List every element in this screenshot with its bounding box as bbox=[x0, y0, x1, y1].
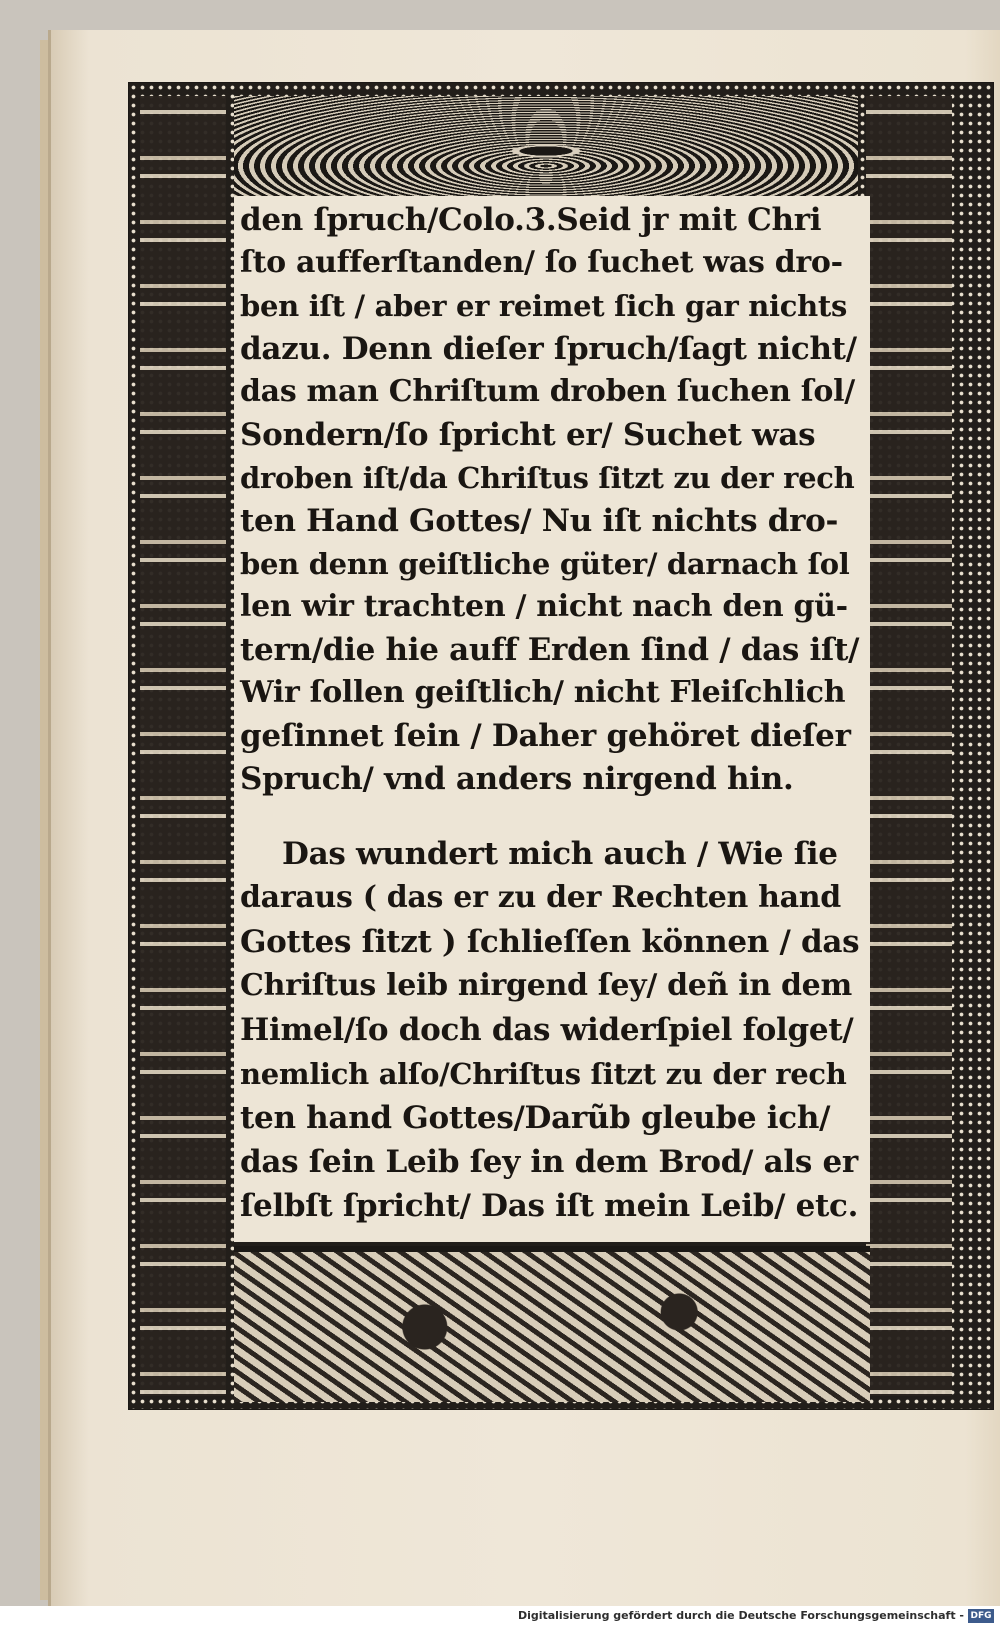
text-line: ben denn geiſtliche güter/ darnach ſol bbox=[240, 547, 850, 581]
text-line: ſelbſt ſpricht/ Das iſt mein Leib/ etc. bbox=[240, 1188, 859, 1224]
text-line: Wir ſollen geiſtlich/ nicht Fleiſchlich bbox=[240, 675, 846, 710]
dfg-logo: DFG bbox=[968, 1609, 994, 1623]
text-line: Spruch/ vnd anders nirgend hin. bbox=[240, 761, 794, 797]
text-line: len wir trachten / nicht nach den gü- bbox=[240, 589, 848, 624]
text-line: Himel/ſo doch das widerſpiel folget/ bbox=[240, 1012, 854, 1048]
top-ornament bbox=[234, 96, 858, 202]
funding-credit: Digitalisierung gefördert durch die Deutsche Forschungsgemeinschaft - bbox=[517, 1609, 964, 1622]
text-line: dazu. Denn dieſer ſpruch/ſagt nicht/ bbox=[240, 331, 857, 367]
text-line: Sondern/ſo ſpricht er/ Suchet was bbox=[240, 417, 816, 453]
text-line: ben iſt / aber er reimet ſich gar nichts bbox=[240, 289, 848, 323]
text-line: daraus ( das er zu der Rechten hand bbox=[240, 880, 841, 915]
text-line: ten hand Gottes/Darũb gleube ich/ bbox=[240, 1100, 831, 1136]
text-line: droben iſt/da Chriſtus ſitzt zu der rech bbox=[240, 461, 855, 495]
text-line: das man Chriſtum droben ſuchen ſol/ bbox=[240, 374, 855, 409]
text-line: Gottes ſitzt ) ſchlieſſen können / das bbox=[240, 924, 860, 960]
text-line: tern/die hie auff Erden ſind / das iſt/ bbox=[240, 632, 860, 668]
footer-bar bbox=[0, 1606, 1000, 1626]
text-line: ten Hand Gottes/ Nu iſt nichts dro- bbox=[240, 503, 839, 539]
text-line: Chriſtus leib nirgend ſey/ deñ in dem bbox=[240, 968, 852, 1003]
text-line: den ſpruch/Colo.3.Seid jr mit Chri bbox=[240, 202, 822, 238]
left-column-ornament bbox=[140, 96, 226, 1396]
bottom-ornament bbox=[234, 1246, 870, 1402]
text-line: nemlich alſo/Chriſtus ſitzt zu der rech bbox=[240, 1057, 847, 1091]
text-line: ſto aufferſtanden/ ſo ſuchet was dro- bbox=[240, 245, 843, 280]
text-line: das ſein Leib ſey in dem Brod/ als er bbox=[240, 1144, 858, 1180]
right-column-ornament bbox=[866, 96, 952, 1396]
text-line: geſinnet ſein / Daher gehöret dieſer bbox=[240, 718, 851, 754]
paragraph-first-line: Das wundert mich auch / Wie ſie bbox=[282, 836, 838, 872]
